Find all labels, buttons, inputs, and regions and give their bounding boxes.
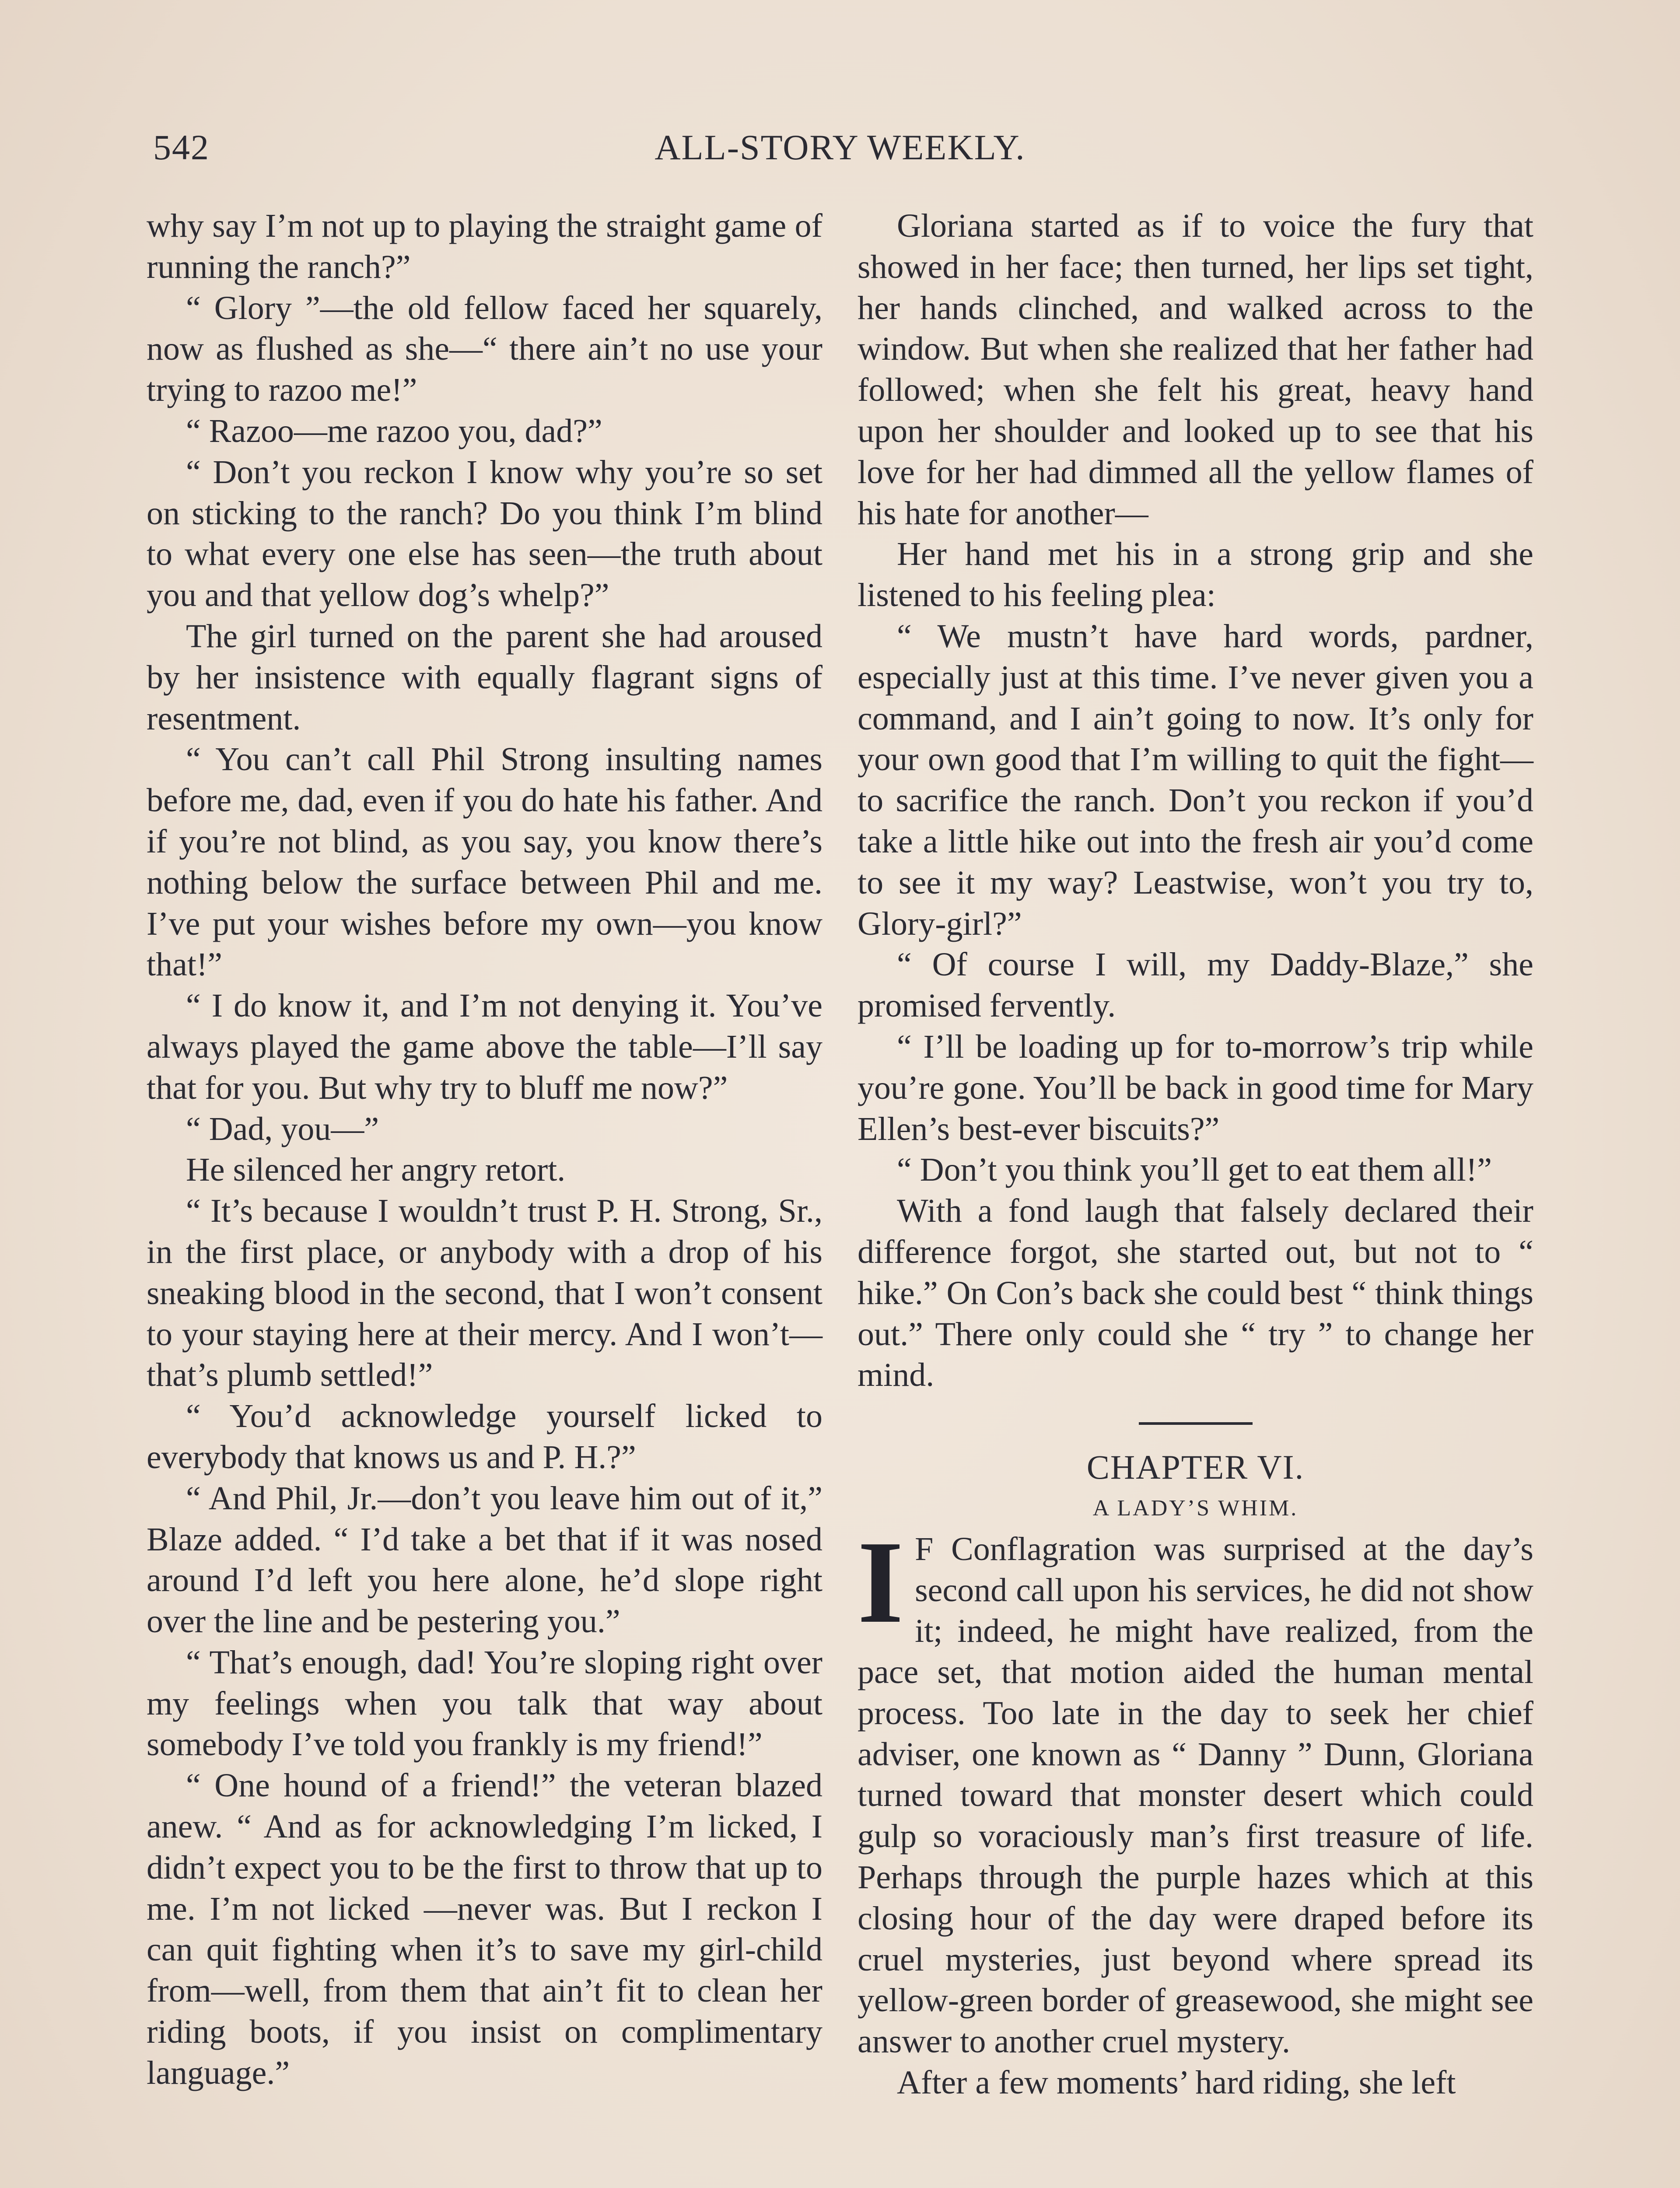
paragraph: “ That’s enough, dad! You’re sloping right over my feelings when you talk that way about somebody I’ve told you frankly is my friend!”: [147, 1644, 822, 1763]
drop-cap: I: [858, 1516, 904, 1648]
paragraph: After a few moments’ hard riding, she left: [897, 2064, 1456, 2101]
paragraph: “ Don’t you think you’ll get to eat them all!”: [897, 1151, 1492, 1189]
paragraph: why say I’m not up to playing the straight game of running the ranch?”: [147, 207, 822, 285]
paragraph-text: F Conflagration was surprised at the day’s second call upon his services, he did not show it; indeed, he might have realized, from the pace set, that motion aided the human mental process. Too late in the day to seek her chief adviser, one known as “ Danny ” Dunn, Gloriana turned toward that monster desert which could gulp so voraciously man’s first treasure of life. Perhaps through the purple hazes which at this closing hour of the day were draped before its cruel mysteries, just beyond where spread its yellow-green border of greasewood, she might see answer to another cruel mystery.: [858, 1530, 1533, 2060]
paragraph: With a fond laugh that falsely declared their difference forgot, she started out, but not to “ hike.” On Con’s back she could best “ think things out.” There only could she “ try ” to change her mind.: [858, 1192, 1533, 1394]
section-divider: [1139, 1422, 1253, 1425]
page-number: 542: [153, 127, 210, 167]
paragraph: “ You’d acknowledge yourself licked to everybody that knows us and P. H.?”: [147, 1398, 822, 1476]
paragraph: “ Of course I will, my Daddy-Blaze,” she promised fervently.: [858, 946, 1533, 1024]
paragraph: “ One hound of a friend!” the veteran blazed anew. “ And as for acknowledging I’m licked, I didn’t expect you to be the first to throw that up to me. I’m not licked —never was. But I reckon I can quit fighting when it’s to save my girl-child from—well, from them that ain’t fit to clean her riding boots, if you insist on complimentary language.”: [147, 1767, 822, 2091]
paragraph: “ Don’t you reckon I know why you’re so set on sticking to the ranch? Do you think I’m blind to what every one else has seen—the truth about you and that yellow dog’s whelp?”: [147, 453, 822, 614]
paragraph: Gloriana started as if to voice the fury that showed in her face; then turned, her lips set tight, her hands clinched, and walked across to the window. But when she realized that her father had followed; when she felt his great, heavy hand upon her shoulder and looked up to see that his love for her had dimmed all the yellow flames of his hate for another—: [858, 207, 1533, 532]
paragraph: “ I do know it, and I’m not denying it. You’ve always played the game above the table—I’ll say that for you. But why try to bluff me now?”: [147, 987, 822, 1106]
paragraph: “ Glory ”—the old fellow faced her squarely, now as flushed as she—“ there ain’t no use your trying to razoo me!”: [147, 289, 822, 409]
chapter-subtitle: A LADY’S WHIM.: [1092, 1495, 1298, 1521]
paragraph: “ You can’t call Phil Strong insulting names before me, dad, even if you do hate his father. And if you’re not blind, as you say, you know there’s nothing below the surface between Phil and me. I’ve put your wishes before my own—you know that!”: [147, 741, 822, 983]
page-header: [144, 127, 1536, 175]
paragraph: “ We mustn’t have hard words, pardner, especially just at this time. I’ve never given you a command, and I ain’t going to now. It’s only for your own good that I’m willing to quit the fight—to sacrifice the ranch. Don’t you reckon if you’d take a little hike out into the fresh air you’d come to see it my way? Leastwise, won’t you try to, Glory-girl?”: [858, 617, 1533, 942]
paragraph: “ Razoo—me razoo you, dad?”: [186, 412, 602, 449]
paragraph: He silenced her angry retort.: [186, 1151, 566, 1189]
paragraph: Her hand met his in a strong grip and she listened to his feeling plea:: [858, 536, 1533, 614]
paragraph: “ I’ll be loading up for to-morrow’s trip while you’re gone. You’ll be back in good time for Mary Ellen’s best-ever biscuits?”: [858, 1028, 1533, 1147]
chapter-first-paragraph: [858, 1516, 1533, 2062]
paragraph: “ It’s because I wouldn’t trust P. H. Strong, Sr., in the first place, or anybody with a drop of his sneaking blood in the second, that I won’t consent to your staying here at their mercy. And I won’t—that’s plumb settled!”: [147, 1192, 822, 1394]
paragraph: “ And Phil, Jr.—don’t you leave him out of it,” Blaze added. “ I’d take a bet that if it was nosed around I’d left you here alone, he’d slope right over the line and be pestering you.”: [147, 1480, 822, 1640]
paragraph: “ Dad, you—”: [186, 1110, 379, 1147]
left-column: [147, 206, 822, 2188]
paragraph: The girl turned on the parent she had aroused by her insistence with equally flagrant signs of resentment.: [147, 617, 822, 737]
running-title: ALL-STORY WEEKLY.: [654, 127, 1026, 167]
right-column: [858, 206, 1533, 2188]
chapter-heading: CHAPTER VI.: [1086, 1448, 1305, 1487]
